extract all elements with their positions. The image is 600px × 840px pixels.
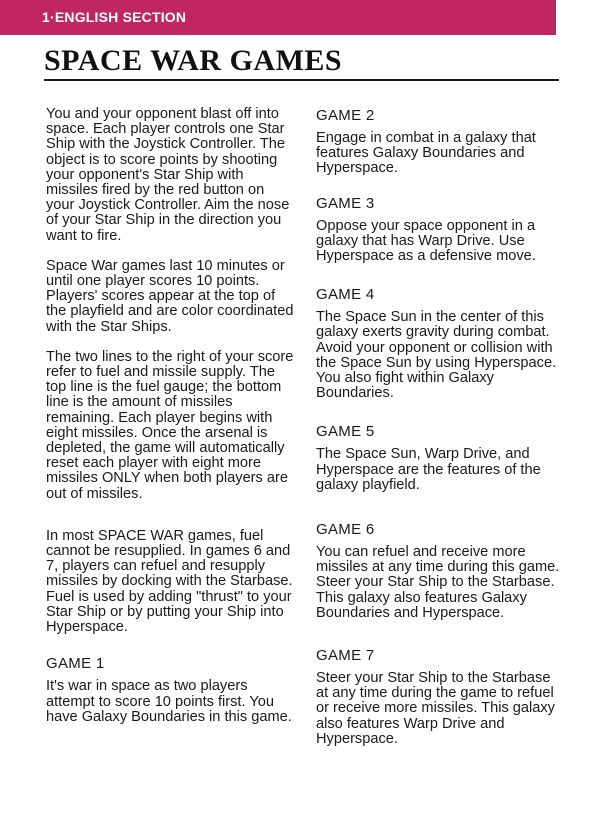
game-4-heading: GAME 4 xyxy=(316,286,375,304)
intro-paragraph-1: You and your opponent blast off into space. Each player controls one Star Ship with the Joystick Controller. The object is to score points by shooting your opponent's Star Ship with missiles fired by the red button on your Joystick Controller. Aim the nose of your Star Ship in the direction you want to fire. xyxy=(46,106,290,244)
game-7-description: Steer your Star Ship to the Starbase at any time during the game to refuel or receive more missiles. This galaxy also features Warp Drive and Hyperspace. xyxy=(316,670,555,747)
game-1-description: It's war in space as two players attempt to score 10 points first. You have Galaxy Boundaries in this game. xyxy=(46,678,292,725)
game-2-heading: GAME 2 xyxy=(316,107,375,124)
game-2-description: Engage in combat in a galaxy that features Galaxy Boundaries and Hyperspace. xyxy=(316,130,536,177)
section-label: 1·ENGLISH SECTION xyxy=(42,9,187,25)
page-title: SPACE WAR GAMES xyxy=(44,44,343,77)
game-5-description: The Space Sun, Warp Drive, and Hyperspace are the features of the galaxy playfield. xyxy=(316,446,541,493)
game-7-heading: GAME 7 xyxy=(316,647,375,665)
right-column xyxy=(316,107,566,747)
intro-paragraph-4: In most SPACE WAR games, fuel cannot be resupplied. In games 6 and 7, players can refuel and resupply missiles by docking with the Starbase. Fuel is used by adding "thrust" to your Star Ship or by putting your Ship into Hyperspace. xyxy=(46,527,293,636)
left-column xyxy=(46,107,296,725)
intro-paragraph-2: Space War games last 10 minutes or until one player scores 10 points. Players' scores appear at the top of the playfield and are color coordinated with the Star Ships. xyxy=(46,257,294,335)
game-3-description: Oppose your space opponent in a galaxy that has Warp Drive. Use Hyperspace as a defensive move. xyxy=(316,217,536,265)
game-4-description: The Space Sun in the center of this galaxy exerts gravity during combat. Avoid your opponent or collision with the Space Sun by using Hyperspace. You also fight within Galaxy Boundaries. xyxy=(316,309,557,402)
game-6-heading: GAME 6 xyxy=(316,521,375,539)
title-divider xyxy=(44,79,559,81)
section-banner xyxy=(0,0,556,35)
game-1-heading: GAME 1 xyxy=(46,655,105,673)
game-3-heading: GAME 3 xyxy=(316,194,375,212)
game-5-heading: GAME 5 xyxy=(316,423,375,441)
game-6-description: You can refuel and receive more missiles at any time during this game. Steer your Star Ship to the Starbase. This galaxy also features Galaxy Boundaries and Hyperspace. xyxy=(316,544,560,621)
intro-paragraph-3: The two lines to the right of your score refer to fuel and missile supply. The top line is the fuel gauge; the bottom line is the amount of missiles remaining. Each player begins with eight missiles. Once the arsenal is depleted, the game will automatically reset each player with eight more missiles ONLY when both players are out of missiles. xyxy=(46,348,294,502)
